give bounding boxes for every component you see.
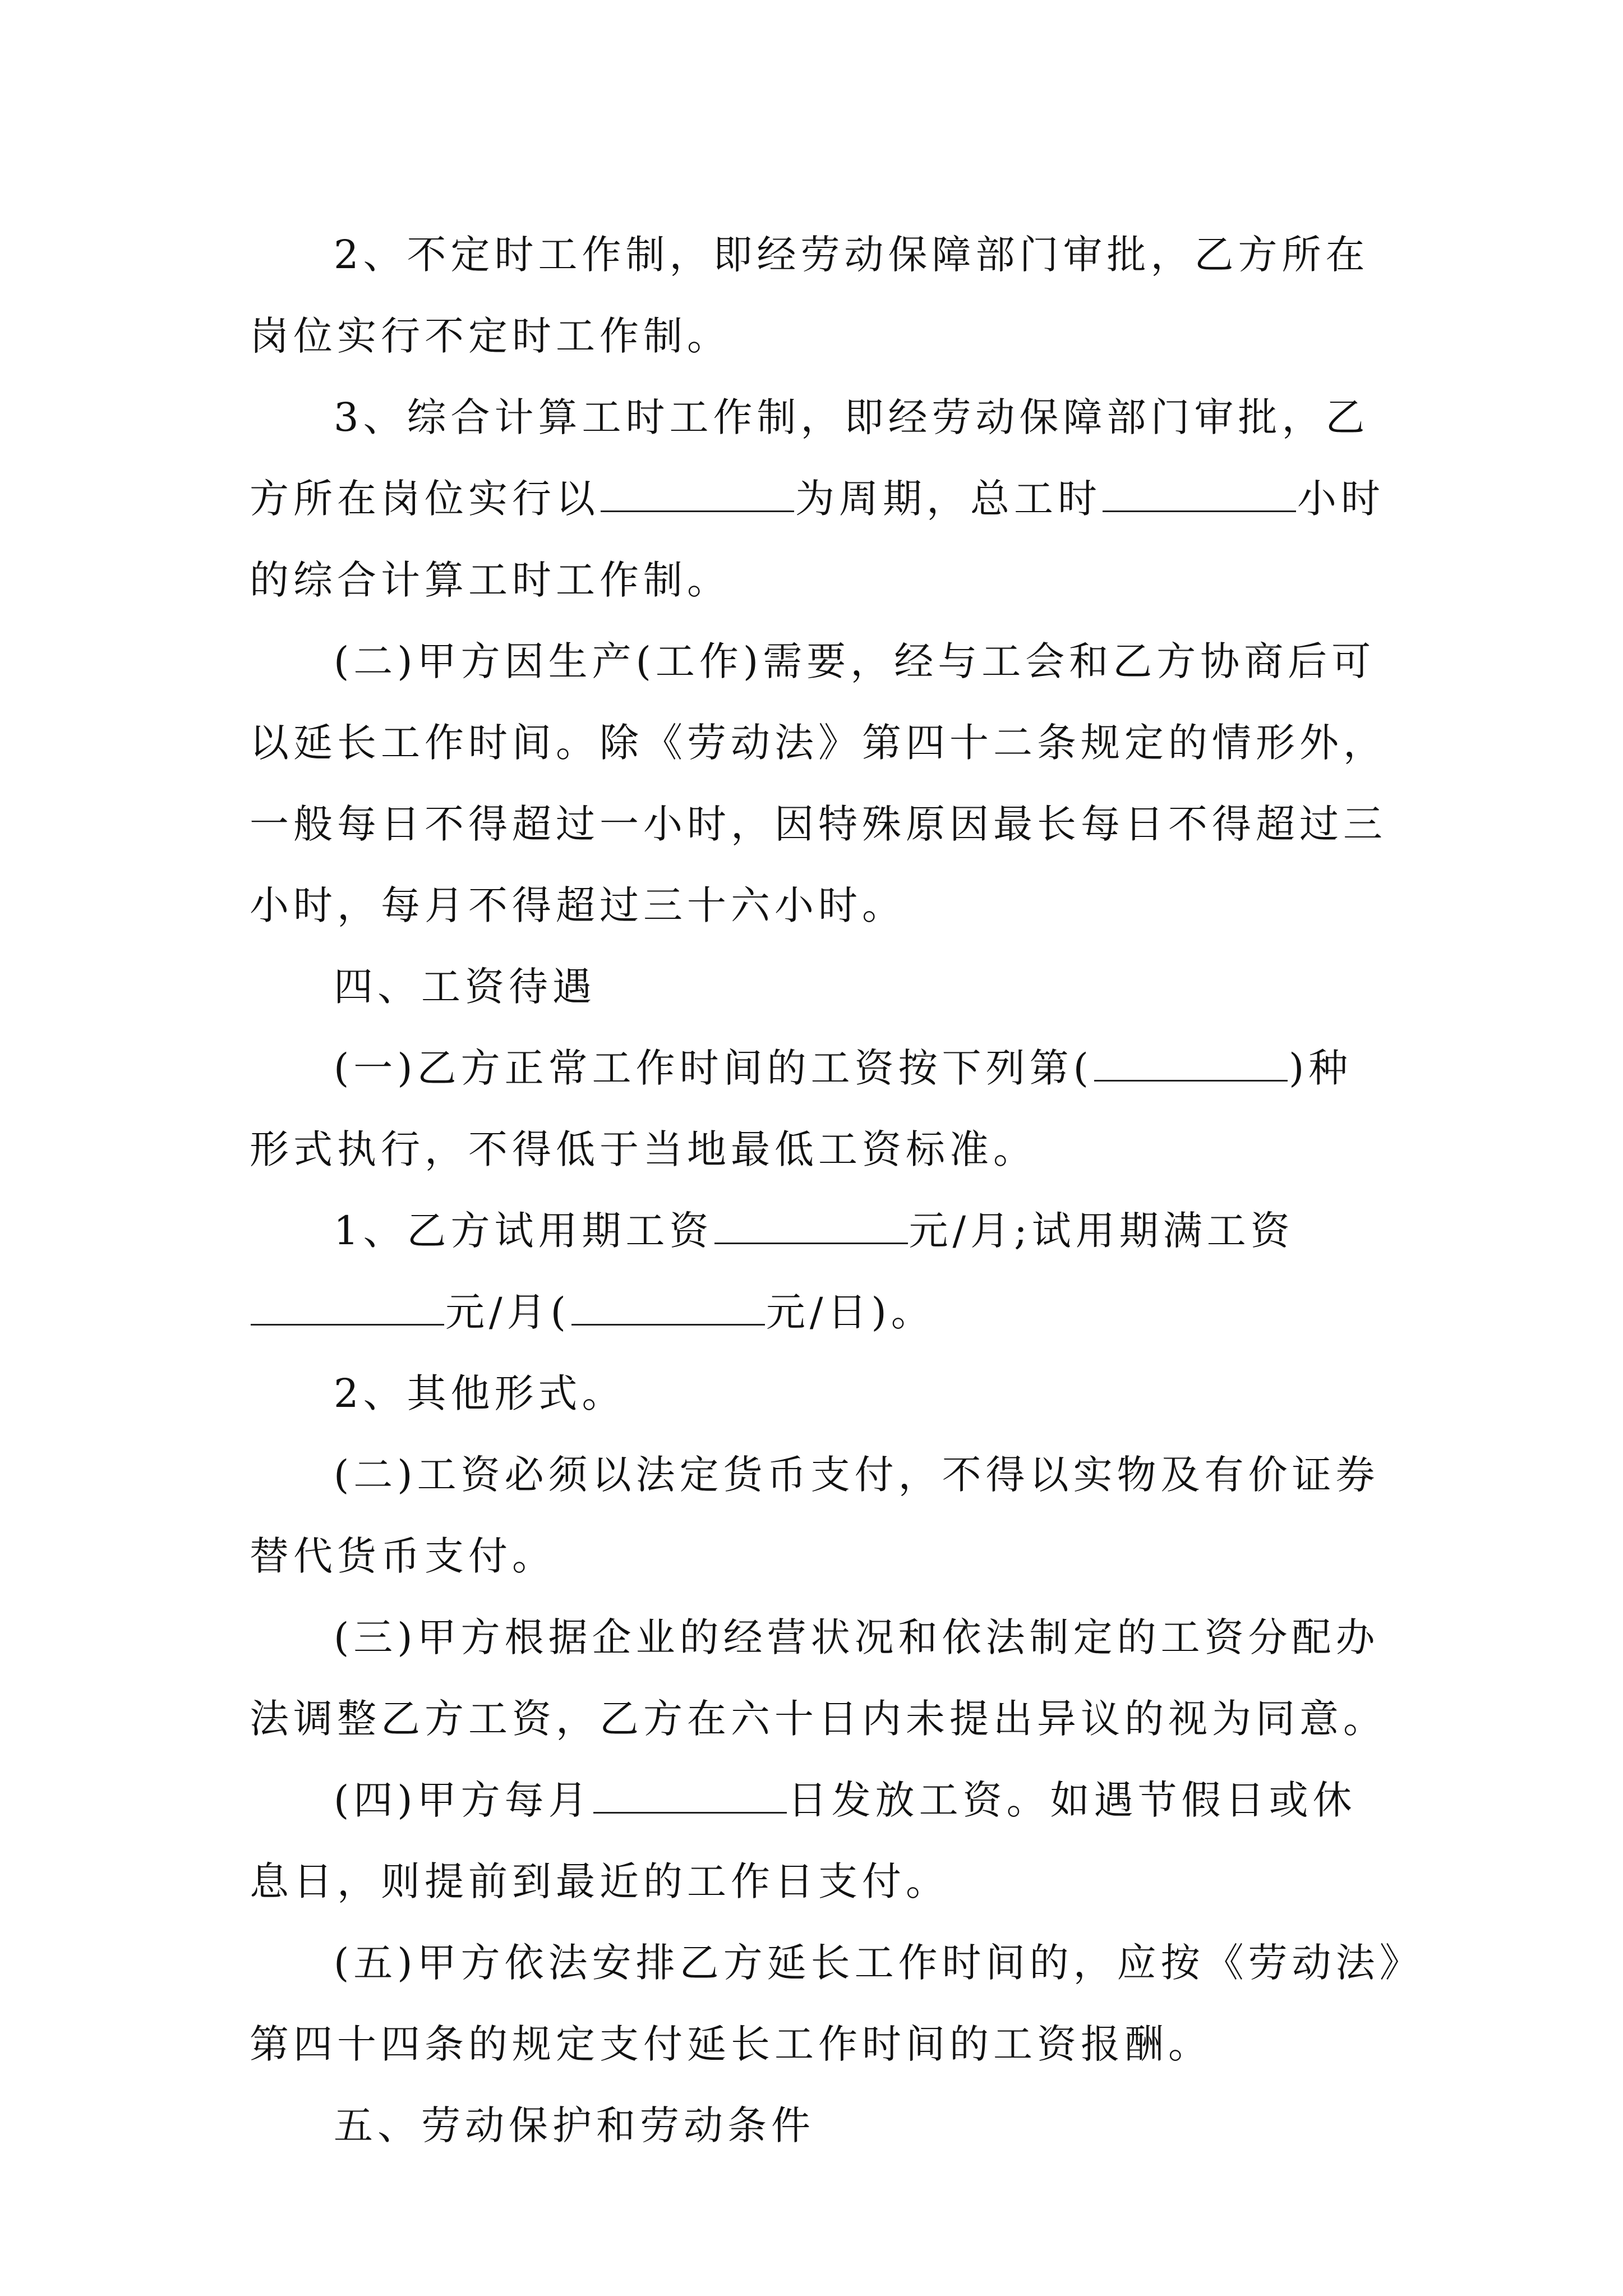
section-heading: 五、劳动保护和劳动条件 — [334, 2102, 815, 2148]
text-line — [250, 1190, 1388, 1272]
blank-field-period[interactable] — [601, 467, 794, 512]
text-line: 形式执行，不得低于当地最低工资标准。 — [250, 1126, 1037, 1172]
text-segment: (一)乙方正常工作时间的工资按下列第( — [334, 1045, 1093, 1091]
section-heading: 四、工资待遇 — [334, 964, 596, 1010]
text-line: 息日，则提前到最近的工作日支付。 — [250, 1858, 949, 1904]
text-line: 替代货币支付。 — [250, 1533, 556, 1579]
text-line — [250, 458, 1388, 540]
blank-field-payday[interactable] — [593, 1768, 787, 1814]
text-segment: )种 — [1288, 1045, 1353, 1091]
text-line: 以延长工作时间。除《劳动法》第四十二条规定的情形外， — [250, 720, 1387, 766]
text-line: (二)工资必须以法定货币支付，不得以实物及有价证券 — [334, 1452, 1380, 1498]
blank-field-wage-form[interactable] — [1094, 1036, 1288, 1082]
text-line: 的综合计算工时工作制。 — [250, 557, 731, 603]
blank-field-daily-wage[interactable] — [571, 1280, 765, 1326]
text-line: 3、综合计算工时工作制，即经劳动保障部门审批，乙 — [334, 394, 1370, 440]
document-body — [250, 214, 1423, 2166]
text-line: 法调整乙方工资，乙方在六十日内未提出异议的视为同意。 — [250, 1696, 1387, 1742]
text-line: 2、其他形式。 — [334, 1370, 626, 1416]
text-segment: 方所在岗位实行以 — [250, 476, 600, 522]
text-segment: 小时 — [1297, 476, 1385, 522]
blank-field-monthly-wage[interactable] — [251, 1280, 444, 1326]
text-line: 一般每日不得超过一小时，因特殊原因最长每日不得超过三 — [250, 801, 1387, 847]
text-line: 小时，每月不得超过三十六小时。 — [250, 882, 906, 928]
text-segment: 日发放工资。如遇节假日或休 — [787, 1777, 1357, 1823]
text-line: 岗位实行不定时工作制。 — [250, 313, 731, 359]
text-line — [250, 1272, 1388, 1353]
text-segment: 元/月( — [445, 1289, 570, 1335]
text-line: (二)甲方因生产(工作)需要，经与工会和乙方协商后可 — [334, 638, 1376, 684]
text-line: (三)甲方根据企业的经营状况和依法制定的工资分配办 — [334, 1614, 1380, 1660]
text-segment: 为周期，总工时 — [795, 476, 1101, 522]
text-segment: 1、乙方试用期工资 — [334, 1208, 713, 1254]
text-line: 第四十四条的规定支付延长工作时间的工资报酬。 — [250, 2021, 1212, 2067]
text-segment: (四)甲方每月 — [334, 1777, 592, 1823]
text-segment: 元/月;试用期满工资 — [909, 1208, 1294, 1254]
text-line — [250, 1028, 1388, 1109]
text-line — [250, 1760, 1388, 1841]
text-line: (五)甲方依法安排乙方延长工作时间的，应按《劳动法》 — [334, 1940, 1423, 1986]
blank-field-probation-wage[interactable] — [714, 1199, 908, 1244]
text-segment: 元/日)。 — [766, 1289, 935, 1335]
blank-field-total-hours[interactable] — [1103, 467, 1296, 512]
text-line: 2、不定时工作制，即经劳动保障部门审批，乙方所在 — [334, 232, 1370, 278]
